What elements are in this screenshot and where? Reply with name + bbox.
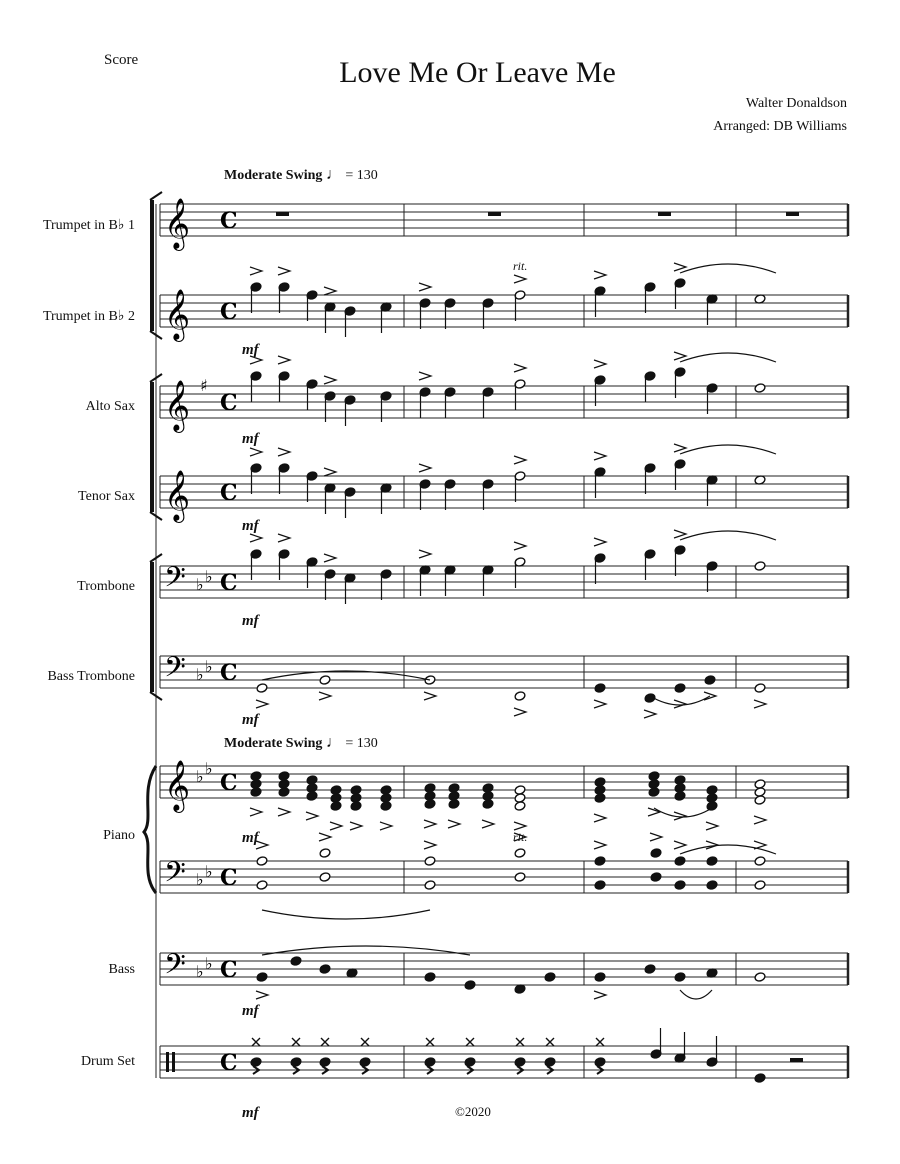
accent-mark	[250, 267, 262, 275]
cymbal-note-icon	[466, 1038, 474, 1046]
bass-clef-icon: 𝄢	[164, 948, 186, 988]
accent-mark	[319, 692, 331, 700]
dynamic-drum-set: mf	[242, 1105, 259, 1121]
time-signature: C	[220, 865, 238, 891]
note-head	[754, 856, 766, 867]
note-head	[514, 872, 526, 883]
note-head	[319, 1057, 331, 1068]
note-head	[514, 1057, 526, 1068]
accent-mark	[648, 808, 660, 816]
accent-mark	[256, 700, 268, 708]
cymbal-note-icon	[361, 1038, 369, 1046]
note-head	[514, 801, 526, 812]
flat-icon: ♭	[196, 870, 204, 889]
note-head	[754, 383, 766, 394]
accent-mark	[594, 814, 606, 822]
accent-mark	[594, 360, 606, 368]
copyright: ©2020	[455, 1104, 491, 1119]
note-head	[424, 972, 436, 983]
note-head	[256, 972, 268, 983]
note-head	[482, 799, 494, 810]
trumpet-bracket-hook	[150, 192, 162, 200]
slur	[654, 808, 712, 817]
note-head	[290, 1057, 302, 1068]
cymbal-note-icon	[321, 1038, 329, 1046]
accent-mark	[674, 263, 686, 271]
accent-mark	[674, 444, 686, 452]
accent-mark	[250, 534, 262, 542]
treble-clef-icon: 𝄞	[164, 470, 191, 521]
flat-icon: ♭	[196, 665, 204, 684]
time-signature: C	[220, 390, 238, 416]
note-head	[290, 956, 302, 967]
instrument-name-trumpet-1: Trumpet in B♭ 1	[42, 218, 135, 233]
quarter-note-icon: ♩	[325, 166, 342, 183]
slur	[680, 531, 776, 540]
time-signature: C	[220, 570, 238, 596]
slur	[680, 990, 712, 999]
dynamic-tenor-sax: mf	[242, 518, 259, 534]
accent-mark	[482, 820, 494, 828]
score-label: Score	[104, 52, 139, 68]
accent-mark	[514, 708, 526, 716]
accent-mark	[644, 710, 656, 718]
accent-mark	[350, 822, 362, 830]
note-head	[706, 801, 718, 812]
note-head	[514, 691, 526, 702]
accent-mark	[674, 352, 686, 360]
accent-mark	[706, 822, 718, 830]
dynamic-trumpet-2: mf	[242, 342, 259, 358]
note-head	[674, 880, 686, 891]
dynamic-piano: mf	[242, 830, 259, 846]
tempo-marking-top: Moderate Swing ♩ = 130	[224, 166, 378, 183]
note-head	[250, 787, 262, 798]
accent-mark	[754, 816, 766, 824]
dynamic-bass: mf	[242, 1003, 259, 1019]
accent-mark	[256, 841, 268, 849]
slur	[680, 353, 776, 362]
accent-mark	[278, 534, 290, 542]
time-signature: C	[220, 660, 238, 686]
accent-mark	[514, 822, 526, 830]
accent-mark	[594, 271, 606, 279]
percussion-clef-icon	[166, 1052, 169, 1072]
time-signature: C	[220, 1050, 238, 1076]
accent-mark	[594, 991, 606, 999]
trumpet-bracket	[150, 200, 154, 331]
note-head	[594, 1057, 606, 1068]
note-head	[704, 675, 716, 686]
note-head	[319, 872, 331, 883]
note-head	[424, 856, 436, 867]
note-head	[544, 1057, 556, 1068]
whole-rest-icon	[276, 212, 289, 216]
accent-mark	[324, 287, 336, 295]
accent-mark	[424, 841, 436, 849]
slur	[680, 445, 776, 454]
time-signature: C	[220, 299, 238, 325]
dynamic-bass-trombone: mf	[242, 712, 259, 728]
composer-credit: Walter Donaldson	[745, 96, 847, 111]
accent-mark	[278, 448, 290, 456]
accent-mark	[324, 554, 336, 562]
accent-mark	[448, 820, 460, 828]
time-signature: C	[220, 208, 238, 234]
instrument-name-alto-sax: Alto Sax	[85, 399, 135, 414]
note-head	[464, 1057, 476, 1068]
instrument-name-drum-set: Drum Set	[80, 1054, 135, 1069]
accent-mark	[514, 833, 526, 841]
note-head	[644, 964, 656, 975]
note-head	[448, 799, 460, 810]
slur	[262, 946, 470, 955]
whole-rest-icon	[658, 212, 671, 216]
sax-bracket	[150, 382, 154, 512]
quarter-note-icon: ♩	[325, 734, 342, 751]
treble-clef-icon: 𝄞	[164, 760, 191, 811]
accent-mark	[674, 530, 686, 538]
flat-icon: ♭	[205, 862, 213, 881]
note-head	[306, 791, 318, 802]
cymbal-note-icon	[546, 1038, 554, 1046]
flat-icon: ♭	[196, 767, 204, 786]
accent-mark	[250, 808, 262, 816]
accent-mark	[514, 456, 526, 464]
time-signature: C	[220, 770, 238, 796]
instrument-name-trumpet-2: Trumpet in B♭ 2	[42, 309, 135, 324]
note-head	[330, 801, 342, 812]
whole-rest-icon	[488, 212, 501, 216]
slur	[262, 910, 430, 919]
accent-mark	[324, 376, 336, 384]
rit-marking-trumpet: rit.	[513, 259, 528, 273]
note-head	[256, 856, 268, 867]
note-head	[674, 791, 686, 802]
accent-mark	[278, 808, 290, 816]
accent-mark	[419, 550, 431, 558]
accent-mark	[594, 841, 606, 849]
instrument-name-piano: Piano	[103, 828, 135, 843]
treble-clef-icon: 𝄞	[164, 289, 191, 340]
note-head	[256, 683, 268, 694]
note-head	[754, 880, 766, 891]
flat-icon: ♭	[205, 567, 213, 586]
arranger-credit: Arranged: DB Williams	[713, 119, 847, 134]
slur	[650, 696, 710, 705]
slur	[680, 264, 776, 273]
time-signature: C	[220, 957, 238, 983]
note-head	[594, 880, 606, 891]
accent-mark	[250, 448, 262, 456]
accent-mark	[594, 452, 606, 460]
flat-icon: ♭	[196, 575, 204, 594]
flat-icon: ♭	[205, 759, 213, 778]
treble-clef-icon: 𝄞	[164, 198, 191, 249]
accent-mark	[514, 364, 526, 372]
accent-mark	[419, 283, 431, 291]
note-head	[674, 683, 686, 694]
note-head	[754, 561, 766, 572]
time-signature: C	[220, 480, 238, 506]
note-head	[706, 880, 718, 891]
accent-mark	[514, 542, 526, 550]
note-head	[278, 787, 290, 798]
note-head	[594, 856, 606, 867]
note-head	[350, 801, 362, 812]
note-head	[514, 848, 526, 859]
instrument-name-bass: Bass	[108, 962, 135, 977]
note-head	[754, 1073, 766, 1084]
piano-brace-icon	[144, 766, 156, 893]
note-head	[674, 856, 686, 867]
note-head	[754, 972, 766, 983]
note-head	[650, 872, 662, 883]
sharp-icon: ♯	[200, 376, 208, 395]
cymbal-note-icon	[252, 1038, 260, 1046]
note-head	[594, 793, 606, 804]
accent-mark	[256, 991, 268, 999]
note-head	[424, 799, 436, 810]
accent-mark	[324, 468, 336, 476]
page-title: Love Me Or Leave Me	[339, 56, 616, 89]
accent-mark	[650, 833, 662, 841]
accent-mark	[514, 275, 526, 283]
dynamic-trombone: mf	[242, 613, 259, 629]
accent-mark	[424, 820, 436, 828]
bass-clef-icon: 𝄢	[164, 651, 186, 691]
note-head	[319, 848, 331, 859]
note-head	[754, 795, 766, 806]
instrument-name-bass-trombone: Bass Trombone	[47, 669, 135, 684]
note-head	[464, 980, 476, 991]
accent-mark	[319, 833, 331, 841]
dynamic-alto-sax: mf	[242, 431, 259, 447]
accent-mark	[419, 372, 431, 380]
accent-mark	[278, 267, 290, 275]
accent-mark	[424, 692, 436, 700]
note-head	[594, 683, 606, 694]
accent-mark	[674, 841, 686, 849]
note-head	[359, 1057, 371, 1068]
whole-rest-icon	[786, 212, 799, 216]
instrument-name-trombone: Trombone	[77, 579, 135, 594]
note-head	[674, 972, 686, 983]
accent-mark	[278, 356, 290, 364]
note-head	[319, 675, 331, 686]
treble-clef-icon: 𝄞	[164, 380, 191, 431]
flat-icon: ♭	[205, 657, 213, 676]
cymbal-note-icon	[426, 1038, 434, 1046]
cymbal-note-icon	[516, 1038, 524, 1046]
note-head	[648, 787, 660, 798]
accent-mark	[419, 464, 431, 472]
bass-clef-icon: 𝄢	[164, 561, 186, 601]
rit-marking-piano: rit.	[513, 830, 528, 844]
accent-mark	[594, 700, 606, 708]
instrument-name-tenor-sax: Tenor Sax	[78, 489, 135, 504]
note-head	[256, 880, 268, 891]
tempo-marking-piano: Moderate Swing ♩ = 130	[224, 734, 378, 751]
cymbal-note-icon	[292, 1038, 300, 1046]
flat-icon: ♭	[196, 962, 204, 981]
note-head	[424, 1057, 436, 1068]
note-head	[706, 856, 718, 867]
accent-mark	[754, 700, 766, 708]
flat-icon: ♭	[205, 954, 213, 973]
half-rest-icon	[790, 1058, 803, 1062]
note-head	[380, 801, 392, 812]
accent-mark	[380, 822, 392, 830]
note-head	[594, 972, 606, 983]
note-head	[319, 964, 331, 975]
note-head	[250, 1057, 262, 1068]
trombone-bracket	[150, 562, 154, 692]
note-head	[544, 972, 556, 983]
accent-mark	[594, 538, 606, 546]
accent-mark	[330, 822, 342, 830]
percussion-clef-icon	[172, 1052, 175, 1072]
accent-mark	[674, 700, 686, 708]
accent-mark	[306, 812, 318, 820]
note-head	[424, 880, 436, 891]
bass-clef-icon: 𝄢	[164, 856, 186, 896]
cymbal-note-icon	[596, 1038, 604, 1046]
accent-mark	[250, 356, 262, 364]
note-head	[650, 848, 662, 859]
note-head	[754, 683, 766, 694]
